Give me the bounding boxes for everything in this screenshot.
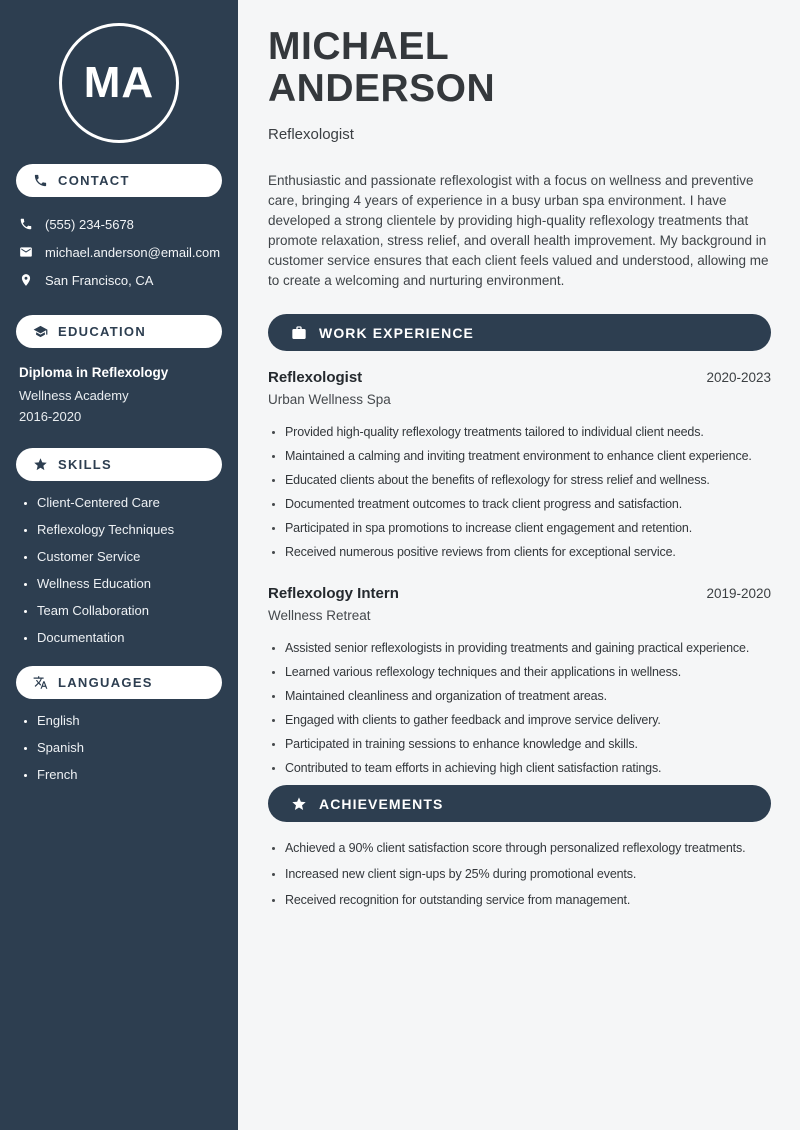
phone-icon: [33, 173, 48, 188]
skill-item: • Documentation: [37, 630, 222, 645]
achievement-bullet: • Received recognition for outstanding service from management.: [285, 893, 771, 908]
job-header: [268, 585, 771, 602]
skill-item: • Client-Centered Care: [37, 495, 222, 510]
name-first: MICHAEL: [268, 25, 450, 68]
education-years: 2016-2020: [19, 409, 82, 424]
skill-item: • Team Collaboration: [37, 603, 222, 618]
languages-section-title: LANGUAGES: [58, 675, 153, 690]
job-company: Urban Wellness Spa: [268, 392, 391, 407]
contact-section-header: [16, 164, 222, 197]
contact-location-value: San Francisco, CA: [45, 272, 154, 288]
skills-section-header: [16, 448, 222, 481]
education-section-header: [16, 315, 222, 348]
job-header: [268, 369, 771, 386]
job-company: Wellness Retreat: [268, 608, 371, 623]
contact-phone-value: (555) 234-5678: [45, 216, 134, 232]
skills-list: [16, 495, 222, 645]
job-bullet: • Received numerous positive reviews from clients for exceptional service.: [285, 545, 771, 560]
education-school: Wellness Academy: [19, 388, 129, 403]
achievements-header: [268, 785, 771, 822]
skills-section-title: SKILLS: [58, 457, 113, 472]
job-dates: 2020-2023: [706, 370, 771, 385]
star-icon: [291, 796, 307, 812]
avatar: [59, 23, 179, 143]
achievements-list: [268, 841, 771, 908]
education-entry: [19, 362, 222, 427]
education-section-title: EDUCATION: [58, 324, 147, 339]
email-icon: [19, 245, 33, 259]
languages-section-header: [16, 666, 222, 699]
job-bullet: • Participated in spa promotions to increase client engagement and retention.: [285, 521, 771, 536]
job-bullet: • Engaged with clients to gather feedback and improve service delivery.: [285, 713, 771, 728]
skill-item: • Customer Service: [37, 549, 222, 564]
job-bullet-list: [268, 641, 771, 776]
contact-section-title: CONTACT: [58, 173, 130, 188]
education-degree: Diploma in Reflexology: [19, 365, 169, 380]
summary-paragraph: Enthusiastic and passionate reflexologist with a focus on wellness and preventive care, bringing 4 years of experience in a busy urban spa environment. I have developed a strong clientele by providing high-quality reflexology treatments that promote relaxation, stress relief, and overall health improvement. My background in customer service ensures that each client feels valued and understood, allowing me to create a welcoming and nurturing environment.: [268, 173, 769, 288]
skill-item: • Wellness Education: [37, 576, 222, 591]
job-entry: [268, 585, 771, 776]
job-role: Reflexologist: [268, 369, 363, 386]
achievements-title: ACHIEVEMENTS: [319, 795, 444, 812]
achievement-bullet: • Increased new client sign-ups by 25% during promotional events.: [285, 867, 771, 882]
languages-list: [16, 713, 222, 782]
job-bullet: • Contributed to team efforts in achieving high client satisfaction ratings.: [285, 761, 771, 776]
job-bullet: • Maintained a calming and inviting treatment environment to enhance client experience.: [285, 449, 771, 464]
job-dates: 2019-2020: [706, 586, 771, 601]
briefcase-icon: [291, 325, 307, 341]
work-experience-title: WORK EXPERIENCE: [319, 324, 474, 341]
main-content: [238, 0, 800, 1130]
job-bullet: • Maintained cleanliness and organization of treatment areas.: [285, 689, 771, 704]
phone-icon: [19, 217, 33, 231]
page-title: [268, 26, 771, 110]
job-entry: [268, 369, 771, 560]
translate-icon: [33, 675, 48, 690]
language-item: • French: [37, 767, 222, 782]
sidebar: [0, 0, 238, 1130]
name-last: ANDERSON: [268, 67, 496, 110]
graduation-cap-icon: [33, 324, 48, 339]
language-item: • Spanish: [37, 740, 222, 755]
contact-email-value: michael.anderson@email.com: [45, 244, 221, 260]
job-bullet: • Learned various reflexology techniques and their applications in wellness.: [285, 665, 771, 680]
job-bullet: • Documented treatment outcomes to track client progress and satisfaction.: [285, 497, 771, 512]
job-bullet: • Educated clients about the benefits of reflexology for stress relief and wellness.: [285, 473, 771, 488]
contact-item-email: [19, 238, 222, 266]
location-pin-icon: [19, 273, 33, 287]
job-role: Reflexology Intern: [268, 585, 399, 602]
job-title-headline: Reflexologist: [268, 126, 354, 143]
star-icon: [33, 457, 48, 472]
skill-item: • Reflexology Techniques: [37, 522, 222, 537]
job-bullet: • Assisted senior reflexologists in providing treatments and gaining practical experience.: [285, 641, 771, 656]
job-bullet-list: [268, 425, 771, 560]
job-bullet: • Participated in training sessions to enhance knowledge and skills.: [285, 737, 771, 752]
work-experience-header: [268, 314, 771, 351]
language-item: • English: [37, 713, 222, 728]
contact-list: [16, 210, 222, 294]
avatar-initials: MA: [83, 58, 155, 107]
achievement-bullet: • Achieved a 90% client satisfaction score through personalized reflexology treatments.: [285, 841, 771, 856]
contact-item-location: [19, 266, 222, 294]
job-bullet: • Provided high-quality reflexology treatments tailored to individual client needs.: [285, 425, 771, 440]
contact-item-phone: [19, 210, 222, 238]
